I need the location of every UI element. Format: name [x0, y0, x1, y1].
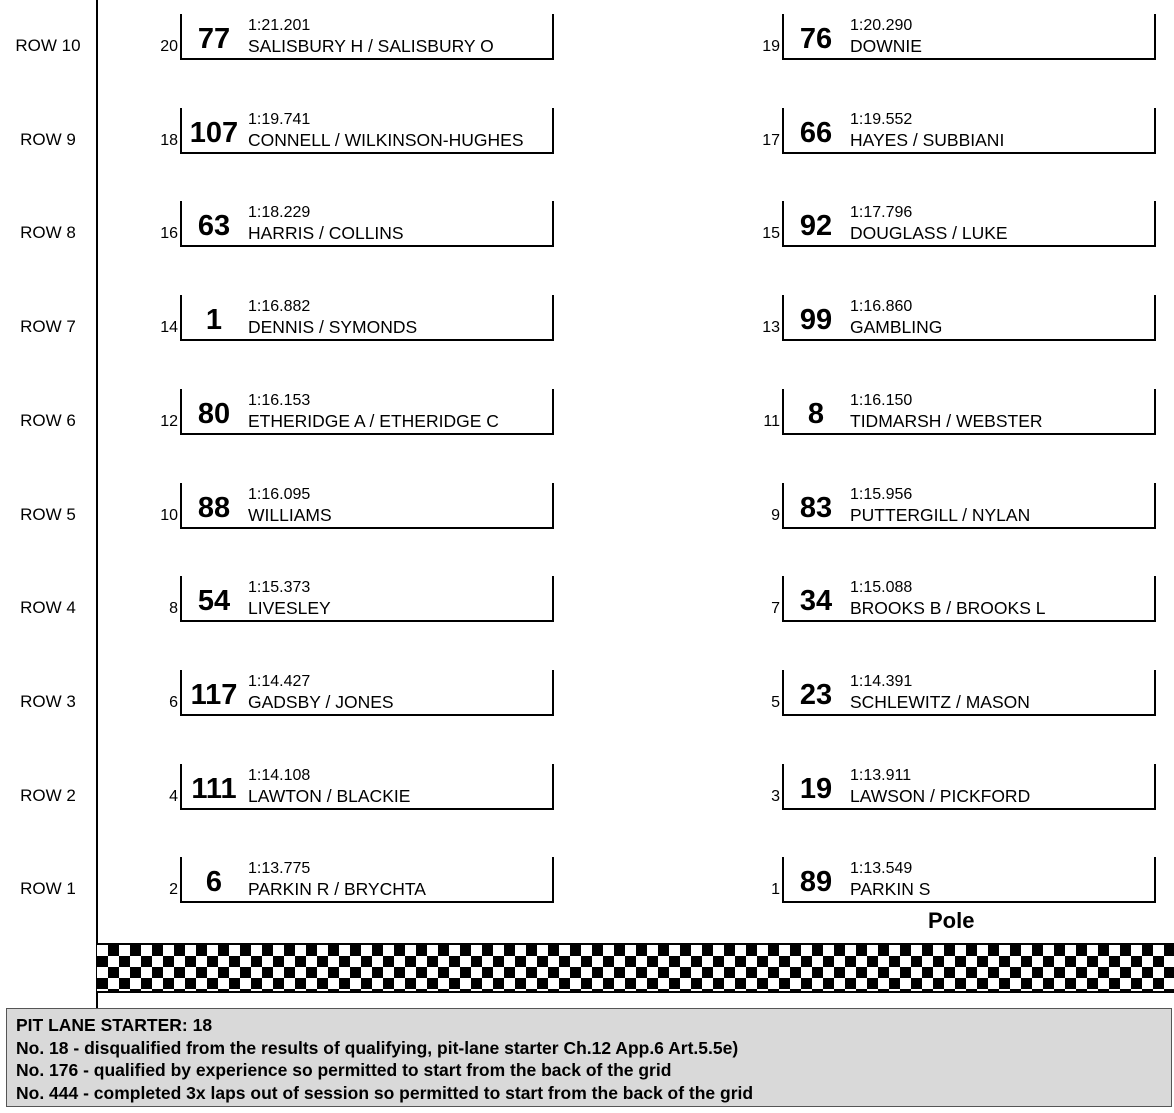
- grid-position: 9: [771, 507, 780, 524]
- driver-names: LAWSON / PICKFORD: [850, 786, 1031, 806]
- lap-time: 1:15.956: [850, 486, 913, 503]
- pole-label: Pole: [928, 908, 975, 933]
- car-number: 8: [807, 398, 825, 430]
- row-label: ROW 10: [15, 36, 81, 55]
- row-label: ROW 8: [20, 223, 76, 242]
- row-label: ROW 6: [20, 411, 76, 430]
- lap-time: 1:15.088: [850, 579, 913, 596]
- lap-time: 1:18.229: [248, 204, 311, 221]
- car-number: 88: [197, 492, 231, 524]
- driver-names: TIDMARSH / WEBSTER: [850, 411, 1043, 431]
- grid-slot-left: [154, 389, 534, 437]
- car-number: 111: [191, 773, 237, 805]
- row-label: ROW 3: [20, 692, 76, 711]
- car-box: [782, 857, 1156, 903]
- car-number: 89: [799, 866, 833, 898]
- car-box: [180, 295, 554, 341]
- driver-names: PUTTERGILL / NYLAN: [850, 505, 1031, 525]
- grid-position: 1: [771, 881, 780, 898]
- grid-slot-left: [154, 108, 534, 156]
- grid-slot-right: [756, 576, 1136, 624]
- driver-names: LAWTON / BLACKIE: [248, 786, 411, 806]
- car-box: [180, 201, 554, 247]
- driver-names: WILLIAMS: [248, 505, 332, 525]
- car-number: 92: [799, 210, 833, 242]
- driver-names: BROOKS B / BROOKS L: [850, 598, 1046, 618]
- grid-position: 2: [169, 881, 178, 898]
- lap-time: 1:13.775: [248, 860, 311, 877]
- grid-slot-right: [756, 670, 1136, 718]
- lap-time: 1:14.391: [850, 673, 913, 690]
- car-number: 63: [197, 210, 231, 242]
- car-box: [782, 483, 1156, 529]
- grid-slot-right: [756, 295, 1136, 343]
- grid-slot-left: [154, 576, 534, 624]
- car-box: [180, 483, 554, 529]
- lap-time: 1:13.549: [850, 860, 913, 877]
- driver-names: HAYES / SUBBIANI: [850, 130, 1005, 150]
- car-number: 66: [799, 117, 833, 149]
- car-box: [782, 108, 1156, 154]
- lap-time: 1:16.153: [248, 392, 311, 409]
- driver-names: SALISBURY H / SALISBURY O: [248, 36, 494, 56]
- lap-time: 1:14.108: [248, 767, 311, 784]
- grid-slot-right: [756, 389, 1136, 437]
- lap-time: 1:19.741: [248, 111, 311, 128]
- grid-position: 10: [160, 507, 178, 524]
- row-label: ROW 5: [20, 505, 76, 524]
- lap-time: 1:20.290: [850, 17, 913, 34]
- car-number: 80: [197, 398, 231, 430]
- car-box: [180, 857, 554, 903]
- row-label: ROW 9: [20, 130, 76, 149]
- checkered-flag-strip: [97, 943, 1174, 993]
- car-box: [782, 295, 1156, 341]
- lap-time: 1:16.095: [248, 486, 311, 503]
- row-label: ROW 7: [20, 317, 76, 336]
- grid-position: 19: [762, 38, 780, 55]
- car-box: [180, 14, 554, 60]
- driver-names: GADSBY / JONES: [248, 692, 394, 712]
- car-box: [782, 389, 1156, 435]
- driver-names: SCHLEWITZ / MASON: [850, 692, 1030, 712]
- grid-position: 11: [763, 413, 780, 430]
- car-number: 107: [189, 117, 239, 149]
- lap-time: 1:16.150: [850, 392, 913, 409]
- grid-position: 13: [762, 319, 780, 336]
- lap-time: 1:16.860: [850, 298, 913, 315]
- car-number: 6: [205, 866, 223, 898]
- car-box: [782, 14, 1156, 60]
- grid-slot-left: [154, 764, 534, 812]
- car-number: 117: [190, 679, 238, 711]
- car-box: [782, 670, 1156, 716]
- grid-position: 7: [771, 600, 780, 617]
- grid-slot-right: [756, 857, 1136, 905]
- car-box: [180, 108, 554, 154]
- driver-names: CONNELL / WILKINSON-HUGHES: [248, 130, 524, 150]
- car-number: 23: [799, 679, 833, 711]
- car-box: [180, 576, 554, 622]
- notes-panel: [6, 1008, 1172, 1107]
- lap-time: 1:17.796: [850, 204, 913, 221]
- driver-names: LIVESLEY: [248, 598, 331, 618]
- grid-position: 6: [169, 694, 178, 711]
- driver-names: DOWNIE: [850, 36, 922, 56]
- car-box: [782, 201, 1156, 247]
- lap-time: 1:14.427: [248, 673, 311, 690]
- driver-names: DENNIS / SYMONDS: [248, 317, 418, 337]
- car-number: 54: [197, 585, 231, 617]
- grid-slot-right: [756, 201, 1136, 249]
- driver-names: PARKIN S: [850, 879, 931, 899]
- grid-position: 12: [160, 413, 178, 430]
- grid-divider-line: [96, 0, 98, 1010]
- driver-names: GAMBLING: [850, 317, 943, 337]
- grid-position: 5: [771, 694, 780, 711]
- note-line: No. 18 - disqualified from the results of qualifying, pit-lane starter Ch.12 App.6 Art.5.5e): [16, 1037, 739, 1058]
- grid-slot-right: [756, 14, 1136, 62]
- car-box: [782, 764, 1156, 810]
- pit-lane-starter-note: PIT LANE STARTER: 18: [16, 1015, 213, 1035]
- driver-names: HARRIS / COLLINS: [248, 223, 404, 243]
- grid-slot-right: [756, 108, 1136, 156]
- grid-slot-left: [154, 670, 534, 718]
- car-number: 99: [799, 304, 833, 336]
- grid-position: 20: [160, 38, 178, 55]
- row-label: ROW 1: [20, 879, 76, 898]
- note-line: No. 176 - qualified by experience so permitted to start from the back of the grid: [16, 1060, 672, 1080]
- lap-time: 1:13.911: [850, 767, 912, 784]
- grid-position: 17: [762, 132, 780, 149]
- grid-slot-left: [154, 857, 534, 905]
- grid-slot-left: [154, 201, 534, 249]
- car-box: [180, 389, 554, 435]
- lap-time: 1:15.373: [248, 579, 311, 596]
- grid-position: 15: [762, 225, 780, 242]
- car-number: 1: [205, 304, 223, 336]
- grid-position: 18: [160, 132, 178, 149]
- car-box: [782, 576, 1156, 622]
- lap-time: 1:19.552: [850, 111, 913, 128]
- car-box: [180, 670, 554, 716]
- grid-slot-right: [756, 764, 1136, 812]
- grid-position: 16: [160, 225, 178, 242]
- lap-time: 1:16.882: [248, 298, 311, 315]
- note-line: No. 444 - completed 3x laps out of session so permitted to start from the back of the grid: [16, 1082, 754, 1103]
- driver-names: PARKIN R / BRYCHTA: [248, 879, 426, 899]
- grid-position: 3: [771, 788, 780, 805]
- grid-slot-left: [154, 295, 534, 343]
- driver-names: ETHERIDGE A / ETHERIDGE C: [248, 411, 499, 431]
- car-box: [180, 764, 554, 810]
- car-number: 83: [799, 492, 833, 524]
- grid-position: 8: [169, 600, 178, 617]
- grid-slot-right: [756, 483, 1136, 531]
- grid-position: 4: [169, 788, 178, 805]
- grid-slot-left: [154, 483, 534, 531]
- car-number: 77: [197, 23, 231, 55]
- grid-slot-left: [154, 14, 534, 62]
- driver-names: DOUGLASS / LUKE: [850, 223, 1008, 243]
- row-label: ROW 2: [20, 786, 76, 805]
- grid-position: 14: [160, 319, 178, 336]
- car-number: 19: [799, 773, 833, 805]
- car-number: 76: [799, 23, 833, 55]
- car-number: 34: [799, 585, 833, 617]
- row-label: ROW 4: [20, 598, 76, 617]
- lap-time: 1:21.201: [248, 17, 311, 34]
